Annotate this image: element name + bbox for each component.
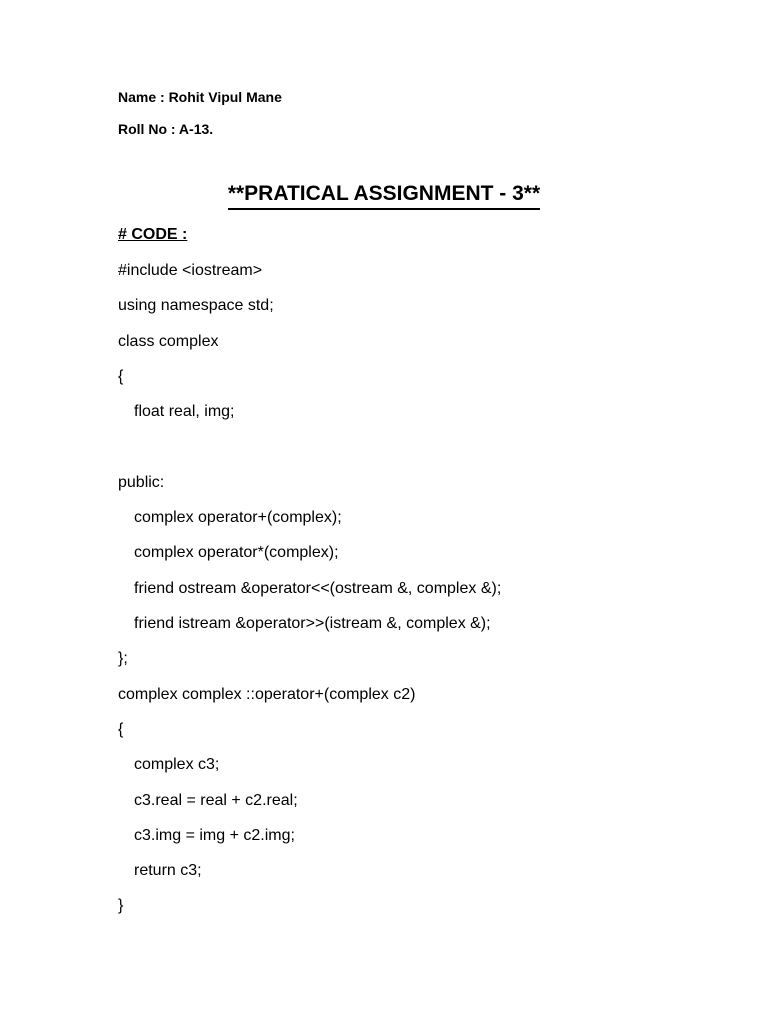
code-section-label: # CODE : [118,226,188,243]
code-line: complex complex ::operator+(complex c2) [118,686,416,703]
code-line: c3.img = img + c2.img; [134,827,295,844]
roll-number: Roll No : A-13. [118,121,214,137]
code-line: class complex [118,333,219,350]
code-line: public: [118,474,165,491]
code-line: complex operator*(complex); [134,544,339,561]
code-line: } [118,897,124,914]
code-line: friend ostream &operator<<(ostream &, complex &); [134,580,502,597]
code-line: float real, img; [134,403,235,420]
code-line: }; [118,650,128,667]
code-line: #include <iostream> [118,262,263,279]
code-block [118,0,738,1024]
code-line: friend istream &operator>>(istream &, complex &); [134,615,491,632]
code-line: complex c3; [134,756,220,773]
code-line: using namespace std; [118,297,274,314]
code-line: { [118,721,124,738]
code-line: c3.real = real + c2.real; [134,792,298,809]
code-line: complex operator+(complex); [134,509,342,526]
code-line: return c3; [134,862,202,879]
assignment-title: **PRATICAL ASSIGNMENT - 3** [228,181,540,210]
student-name: Name : Rohit Vipul Mane [118,89,282,105]
code-line: { [118,368,124,385]
